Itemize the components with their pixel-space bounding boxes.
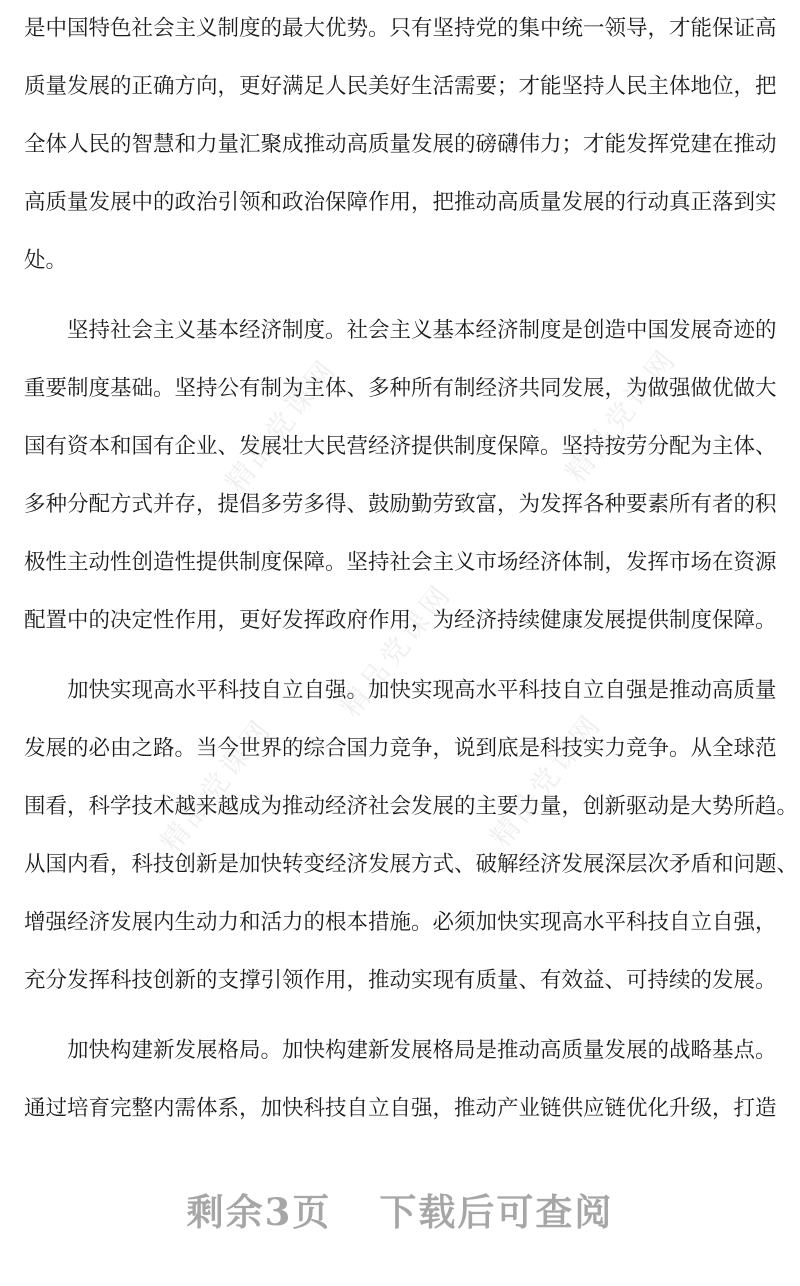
- watermark: 精品党课网: [218, 351, 344, 499]
- text-line: 配置中的决定性作用，更好发挥政府作用，为经济持续健康发展提供制度保障。: [24, 608, 777, 633]
- text-line: 围看，科学技术越来越成为推动经济社会发展的主要力量，创新驱动是大势所趋。: [24, 794, 799, 819]
- text-line: 通过培育完整内需体系，加快科技自立自强，推动产业链供应链优化升级，打造: [24, 1096, 777, 1121]
- text-line: 极性主动性创造性提供制度保障。坚持社会主义市场经济体制，发挥市场在资源: [24, 550, 777, 575]
- paragraph: [24, 302, 776, 650]
- watermark: 精品党课网: [558, 341, 684, 489]
- text-line: 全体人民的智慧和力量汇聚成推动高质量发展的磅礴伟力；才能发挥党建在推动: [24, 132, 777, 157]
- watermark: 精品党课网: [333, 576, 459, 724]
- paragraph: [24, 1022, 776, 1138]
- text-line: 处。: [24, 248, 68, 273]
- document-page: [24, 0, 799, 1138]
- remaining-pages-label: 剩余3页: [186, 1190, 332, 1234]
- text-line: 发展的必由之路。当今世界的综合国力竞争，说到底是科技实力竞争。从全球范: [24, 736, 777, 761]
- download-to-view-label: 下载后可查阅: [379, 1190, 614, 1234]
- text-line: 质量发展的正确方向，更好满足人民美好生活需要；才能坚持人民主体地位，把: [24, 74, 777, 99]
- text-line: 增强经济发展内生动力和活力的根本措施。必须加快实现高水平科技自立自强，: [24, 910, 777, 935]
- text-line: 是中国特色社会主义制度的最大优势。只有坚持党的集中统一领导，才能保证高: [24, 16, 777, 41]
- paragraph: [24, 0, 776, 290]
- text-line: 多种分配方式并存，提倡多劳多得、鼓励勤劳致富，为发挥各种要素所有者的积: [24, 492, 777, 517]
- text-line: 充分发挥科技创新的支撑引领作用，推动实现有质量、有效益、可持续的发展。: [24, 968, 777, 993]
- text-line: 坚持社会主义基本经济制度。社会主义基本经济制度是创造中国发展奇迹的: [67, 318, 777, 343]
- watermark: 精品党课网: [153, 711, 279, 859]
- watermark: 精品党课网: [483, 706, 609, 854]
- text-line: 加快实现高水平科技自立自强。加快实现高水平科技自立自强是推动高质量: [67, 678, 777, 703]
- text-line: 重要制度基础。坚持公有制为主体、多种所有制经济共同发展，为做强做优做大: [24, 376, 777, 401]
- text-line: 从国内看，科技创新是加快转变经济发展方式、破解经济发展深层次矛盾和问题、: [24, 852, 799, 877]
- paragraph: [24, 662, 799, 1010]
- text-line: 高质量发展中的政治引领和政治保障作用，把推动高质量发展的行动真正落到实: [24, 190, 777, 215]
- text-line: 国有资本和国有企业、发展壮大民营经济提供制度保障。坚持按劳分配为主体、: [24, 434, 777, 459]
- text-line: 加快构建新发展格局。加快构建新发展格局是推动高质量发展的战略基点。: [67, 1038, 777, 1063]
- download-prompt[interactable]: [0, 1182, 800, 1236]
